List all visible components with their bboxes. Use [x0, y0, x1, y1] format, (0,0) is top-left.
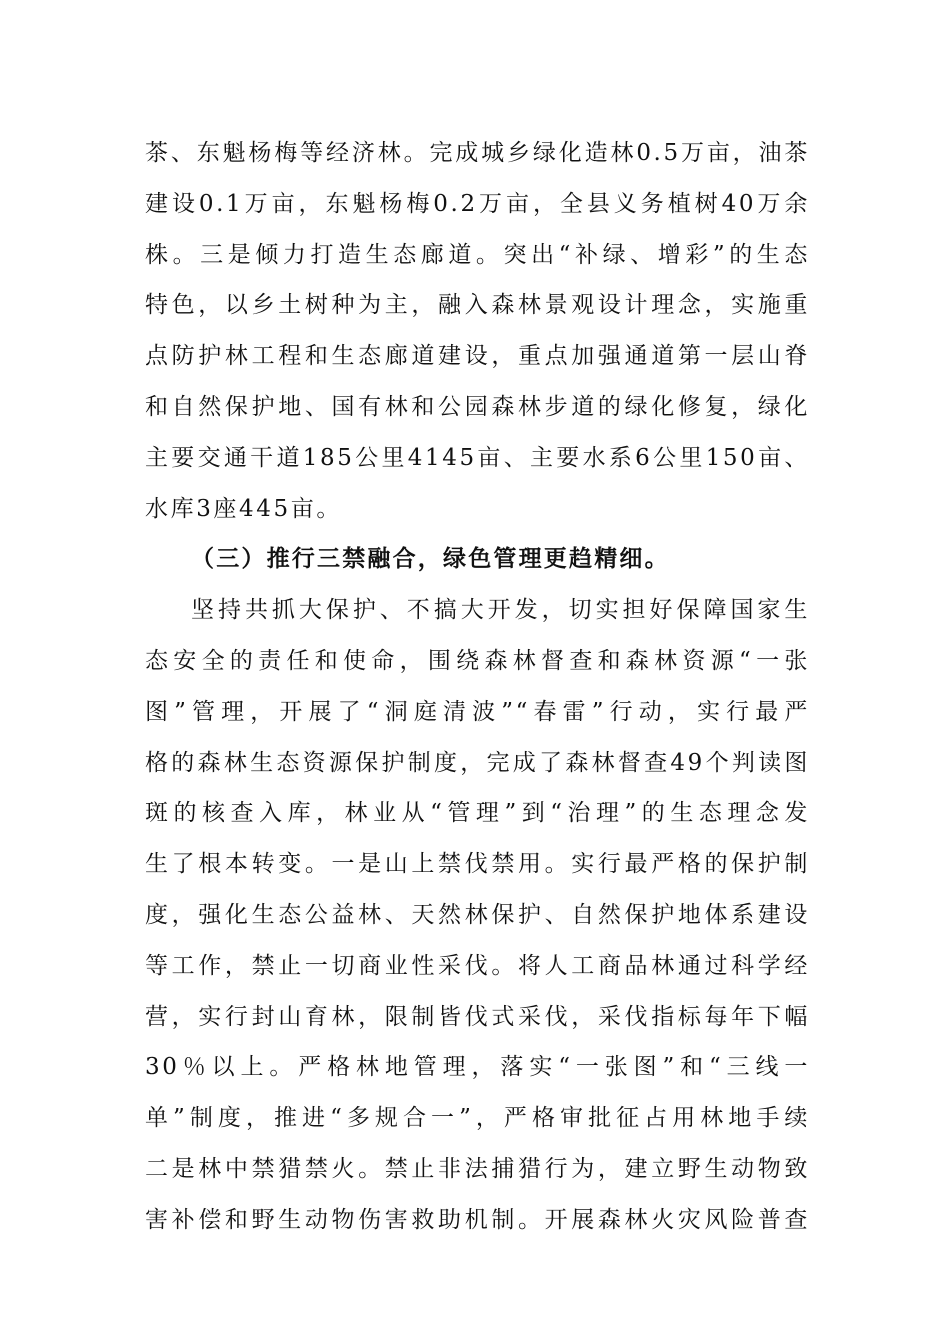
text-line-19: 30％以上。严格林地管理，落实“一张图”和“三线一: [145, 1054, 810, 1081]
text-line-17: 等工作，禁止一切商业性采伐。将人工商品林通过科学经: [145, 952, 810, 979]
text-line-16: 度，强化生态公益林、天然林保护、自然保护地体系建设: [145, 901, 810, 928]
text-line-3: 株。三是倾力打造生态廊道。突出“补绿、增彩”的生态: [145, 241, 810, 268]
text-line-14: 斑的核查入库，林业从“管理”到“治理”的生态理念发: [145, 800, 810, 827]
text-line-12: 图”管理，开展了“洞庭清波”“春雷”行动，实行最严: [145, 698, 810, 725]
text-line-21: 二是林中禁猎禁火。禁止非法捕猎行为，建立野生动物致: [145, 1155, 810, 1182]
text-line-22: 害补偿和野生动物伤害救助机制。开展森林火灾风险普查: [145, 1206, 810, 1233]
section-heading: （三）推行三禁融合，绿色管理更趋精细。: [191, 546, 670, 573]
text-line-4: 特色，以乡土树种为主，融入森林景观设计理念，实施重: [145, 292, 810, 319]
text-line-20: 单”制度，推进“多规合一”，严格审批征占用林地手续: [145, 1105, 810, 1132]
text-line-8: 水库3座445亩。: [145, 495, 342, 522]
text-line-7: 主要交通干道185公里4145亩、主要水系6公里150亩、: [145, 444, 810, 471]
text-line-11: 态安全的责任和使命，围绕森林督查和森林资源“一张: [145, 647, 810, 674]
paragraph-first-line: 坚持共抓大保护、不搞大开发，切实担好保障国家生: [191, 597, 810, 624]
document-body: [145, 128, 810, 1246]
text-line-15: 生了根本转变。一是山上禁伐禁用。实行最严格的保护制: [145, 851, 810, 878]
text-line-13: 格的森林生态资源保护制度，完成了森林督查49个判读图: [145, 749, 810, 776]
text-line-2: 建设0.1万亩，东魁杨梅0.2万亩，全县义务植树40万余: [145, 190, 810, 217]
text-line-5: 点防护林工程和生态廊道建设，重点加强通道第一层山脊: [145, 343, 810, 370]
text-line-18: 营，实行封山育林，限制皆伐式采伐，采伐指标每年下幅: [145, 1003, 810, 1030]
text-line-1: 茶、东魁杨梅等经济林。完成城乡绿化造林0.5万亩，油茶: [145, 140, 810, 166]
text-line-6: 和自然保护地、国有林和公园森林步道的绿化修复，绿化: [145, 393, 810, 420]
